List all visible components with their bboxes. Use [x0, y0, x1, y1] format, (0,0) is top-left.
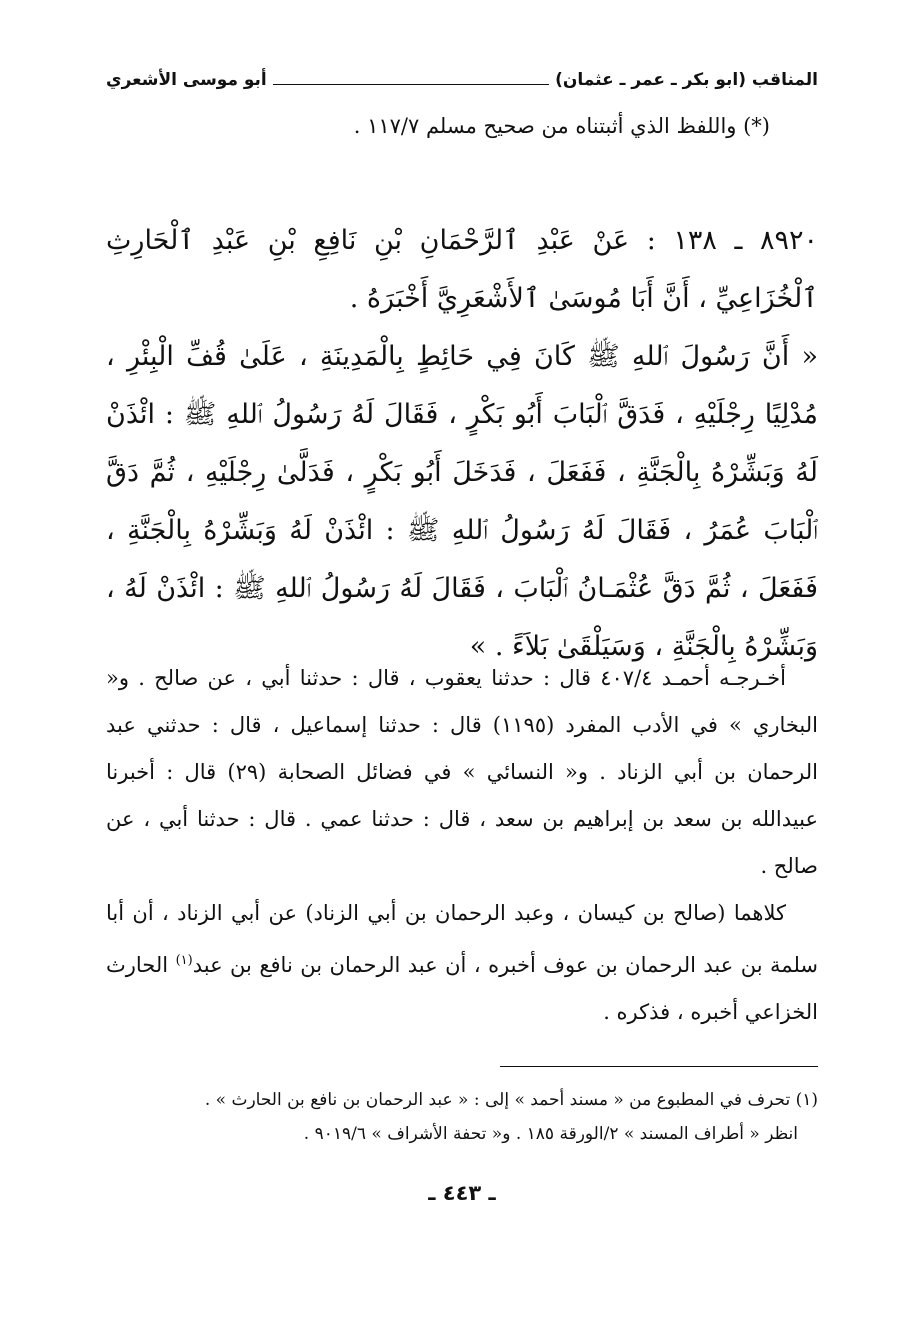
takhrij-section	[106, 655, 818, 1036]
footnote-rule	[500, 1066, 818, 1067]
footnote-marker: (١)	[175, 953, 193, 968]
page-number: ـ ٤٤٣ ـ	[428, 1181, 496, 1205]
takhrij-paragraph: أخـرجـه أحمـد ٤٠٧/٤ قال : حدثنا يعقوب ، قال : حدثنا أبي ، عن صالح . و« البخاري » في الأدب المفرد (١١٩٥) قال : حدثنا إسماعيل ، قال : حدثني عبد الرحمان بن أبي الزناد . و« النسائي » في فضائل الصحابة (٢٩) قال : أخبرنا عبيدالله بن سعد بن إبراهيم بن سعد ، قال : حدثنا عمي . قال : حدثنا أبي ، عن صالح .	[106, 666, 818, 878]
book-page	[106, 0, 818, 1341]
takhrij-text: كلاهما (صالح بن كيسان ، وعبد الرحمان بن أبي الزناد) عن أبي الزناد ، أن أبا سلمة بن عبد الرحمان بن عوف أخبره ، أن عبد الرحمان بن نافع بن عبد	[106, 901, 818, 977]
takhrij-paragraph	[106, 890, 818, 1036]
hadith-matn: « أَنَّ رَسُولَ ٱللهِ ﷺ كَانَ فِي حَائِطٍ بِالْمَدِينَةِ ، عَلَىٰ قُفِّ الْبِئْرِ ، مُدْلِيًا رِجْلَيْهِ ، فَدَقَّ ٱلْبَابَ أَبُو بَكْرٍ ، فَقَالَ لَهُ رَسُولُ ٱللهِ ﷺ : ائْذَنْ لَهُ وَبَشِّرْهُ بِالْجَنَّةِ ، فَفَعَلَ ، فَدَخَلَ أَبُو بَكْرٍ ، فَدَلَّىٰ رِجْلَيْهِ ، ثُمَّ دَقَّ ٱلْبَابَ عُمَرُ ، فَقَالَ لَهُ رَسُولُ ٱللهِ ﷺ : ائْذَنْ لَهُ وَبَشِّرْهُ بِالْجَنَّةِ ، فَفَعَلَ ، ثُمَّ دَقَّ عُثْمَـانُ ٱلْبَابَ ، فَقَالَ لَهُ رَسُولُ ٱللهِ ﷺ : ائْذَنْ لَهُ ، وَبَشِّرْهُ بِالْجَنَّةِ ، وَسَيَلْقَىٰ بَلاَءً . »	[106, 341, 818, 662]
takhrij-text: الحارث الخزاعي أخبره ، فذكره .	[106, 953, 818, 1024]
running-head-rule	[273, 84, 549, 85]
footnote-1: (١) تحرف في المطبوع من « مسند أحمد » إلى : « عبد الرحمان بن نافع بن الحارث » .	[204, 1090, 818, 1110]
running-head-subject: أبو موسى الأشعري	[106, 70, 267, 90]
previous-page-note: (*) واللفظ الذي أثبتناه من صحيح مسلم ١١٧/٧ .	[353, 114, 770, 138]
footnotes	[106, 1083, 818, 1151]
footnote-1-continued: انظر « أطراف المسند » ٢/الورقة ١٨٥ . و« تحفة الأشراف » ٩٠١٩/٦ .	[303, 1124, 798, 1144]
running-head	[106, 64, 818, 90]
hadith-isnad: ٨٩٢٠ ـ ١٣٨ : عَنْ عَبْدِ ٱلرَّحْمَانِ بْنِ نَافِعِ بْنِ عَبْدِ ٱلْحَارِثِ ٱلْخُزَاعِيِّ ، أَنَّ أَبَا مُوسَىٰ ٱلأَشْعَرِيَّ أَخْبَرَهُ .	[106, 225, 818, 314]
hadith-text	[106, 212, 818, 676]
running-head-chapter: المناقب (ابو بكر ـ عمر ـ عثمان)	[555, 70, 818, 90]
